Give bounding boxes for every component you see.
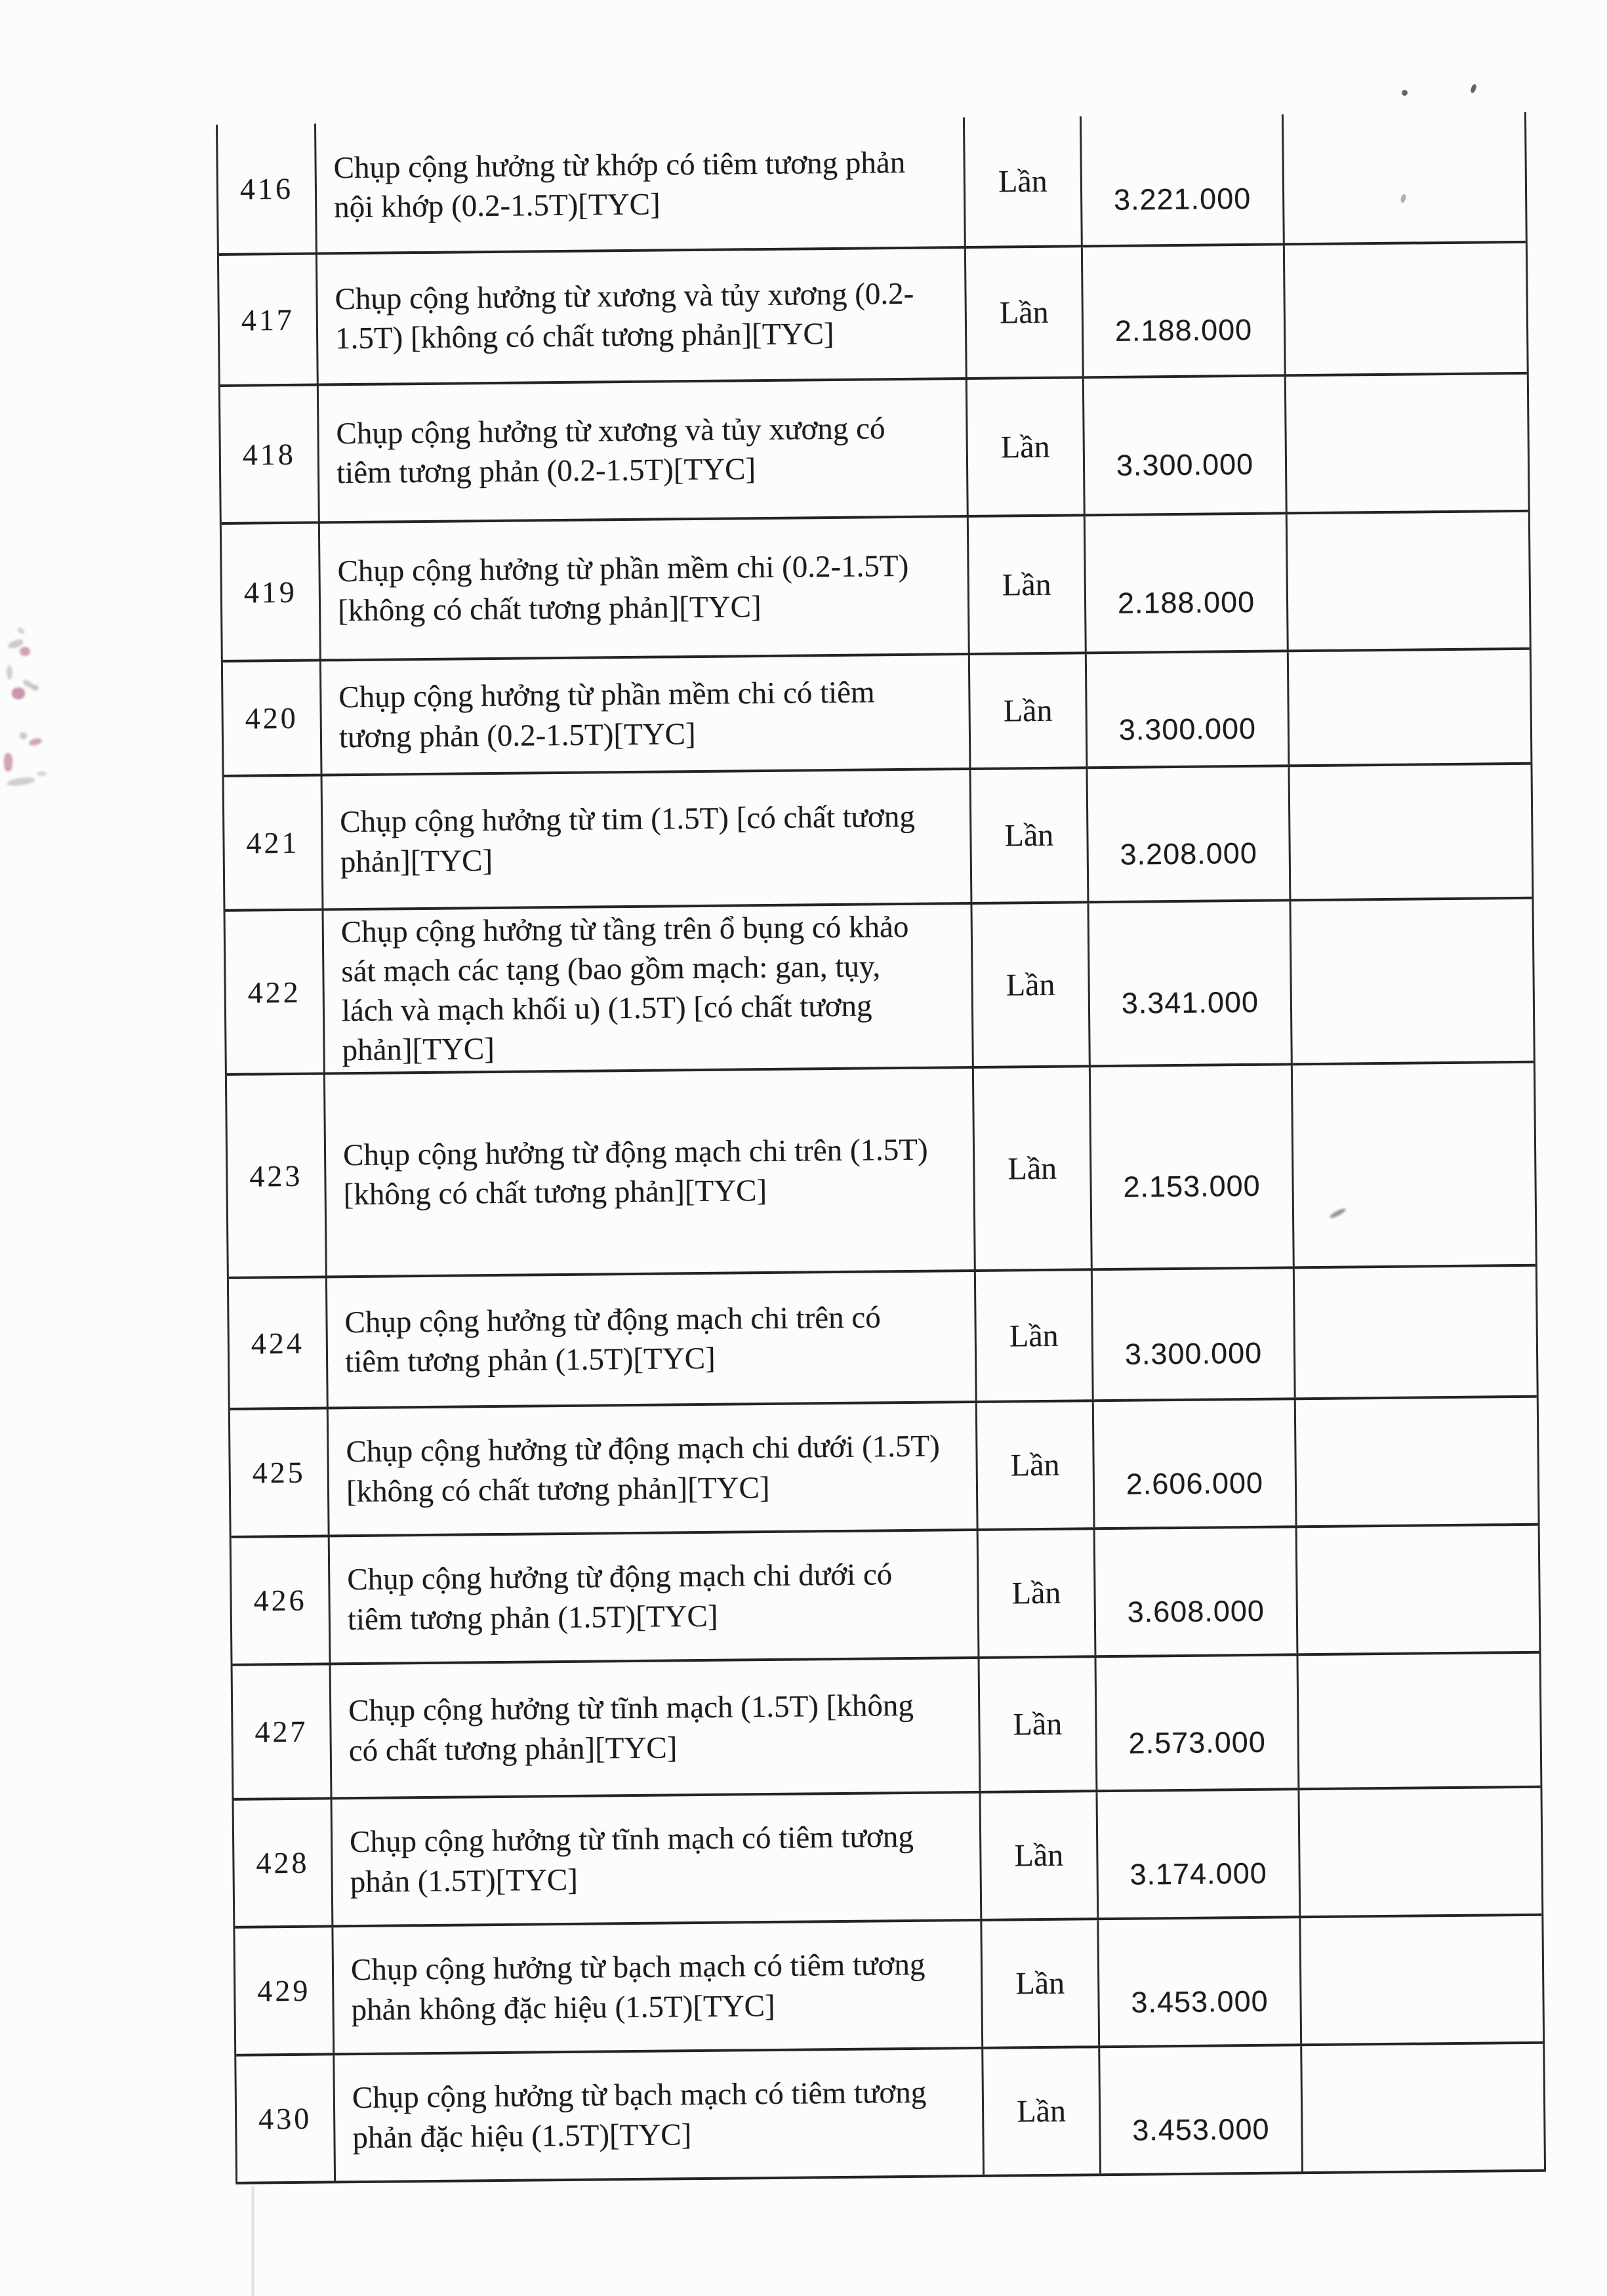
empty-note-cell (1289, 650, 1527, 764)
row-number-cell (223, 661, 323, 774)
service-description-cell (316, 117, 966, 252)
row-number-cell (230, 1409, 330, 1535)
row-number-cell (235, 1927, 335, 2053)
unit-cell (970, 654, 1088, 768)
price-value: 3.300.000 (1124, 1336, 1263, 1371)
table-row (223, 650, 1531, 777)
price-cell (1100, 2046, 1303, 2173)
price-cell (1096, 1656, 1299, 1790)
unit-label: Lần (1004, 817, 1054, 853)
ink-bleedthrough-mark (7, 665, 12, 680)
service-description-cell (329, 1403, 979, 1534)
price-value: 3.300.000 (1118, 711, 1257, 747)
empty-note-cell (1302, 2044, 1540, 2171)
row-number: 428 (256, 1845, 310, 1880)
service-description-cell (317, 249, 967, 383)
service-description-cell (330, 1531, 980, 1662)
row-number-cell (226, 911, 325, 1073)
empty-note-cell (1286, 375, 1524, 512)
service-description: Chụp cộng hưởng từ bạch mạch có tiêm tương phản không đặc hiệu (1.5T)[TYC] (350, 1948, 926, 2027)
unit-label: Lần (1014, 1837, 1064, 1874)
empty-note-cell (1290, 765, 1528, 899)
unit-cell (979, 1530, 1097, 1656)
unit-label: Lần (1013, 1706, 1063, 1742)
service-description: Chụp cộng hưởng từ bạch mạch có tiêm tương phản đặc hiệu (1.5T)[TYC] (352, 2076, 927, 2155)
unit-label: Lần (1003, 693, 1053, 729)
service-description: Chụp cộng hưởng từ tim (1.5T) [có chất tương phản][TYC] (339, 800, 916, 879)
unit-cell (965, 116, 1083, 246)
price-cell (1087, 652, 1290, 766)
table-row (224, 765, 1532, 912)
scan-speck (1402, 90, 1408, 96)
row-number-cell (236, 2055, 336, 2181)
ink-bleedthrough-mark (12, 687, 25, 699)
service-description-cell (319, 380, 969, 521)
price-value: 3.453.000 (1131, 1984, 1269, 2019)
service-description: Chụp cộng hưởng từ khớp có tiêm tương phản nội khớp (0.2-1.5T)[TYC] (333, 145, 906, 225)
page-fold-line (252, 2186, 254, 2296)
service-description: Chụp cộng hưởng từ phần mềm chi (0.2-1.5T) [không có chất tương phản][TYC] (337, 548, 909, 628)
unit-label: Lần (1015, 1965, 1065, 2001)
unit-label: Lần (1002, 567, 1051, 603)
unit-cell (971, 769, 1089, 902)
row-number: 427 (254, 1714, 308, 1749)
service-description: Chụp cộng hưởng từ động mạch chi dưới có tiêm tương phản (1.5T)[TYC] (347, 1557, 893, 1637)
unit-label: Lần (1011, 1575, 1061, 1611)
empty-note-cell (1285, 243, 1523, 374)
service-description-cell (327, 1272, 977, 1406)
service-description: Chụp cộng hưởng từ động mạch chi trên có tiêm tương phản (1.5T)[TYC] (344, 1300, 881, 1380)
service-description-cell (321, 655, 971, 773)
unit-label: Lần (998, 163, 1048, 199)
empty-note-cell (1296, 1398, 1534, 1525)
service-description-cell (333, 1921, 983, 2053)
ink-bleedthrough-mark (37, 771, 47, 776)
scan-speck (1470, 83, 1477, 94)
price-cell (1097, 1790, 1301, 1917)
price-cell (1095, 1528, 1299, 1655)
unit-cell (967, 379, 1086, 515)
price-value: 3.341.000 (1121, 985, 1259, 1020)
price-cell (1082, 114, 1285, 245)
unit-cell (977, 1402, 1095, 1528)
table-row (222, 512, 1530, 663)
row-number-cell (224, 776, 324, 909)
service-description: Chụp cộng hưởng từ xương và tủy xương (0.2-1.5T) [không có chất tương phản][TYC] (335, 276, 914, 356)
price-value: 2.188.000 (1117, 584, 1255, 620)
ink-bleedthrough-mark (28, 737, 43, 747)
price-cell (1099, 1918, 1302, 2045)
row-number: 417 (241, 302, 295, 337)
table-row (229, 1267, 1537, 1410)
table-row (227, 1063, 1536, 1279)
row-number: 430 (258, 2101, 312, 2136)
table-row (218, 112, 1526, 256)
price-value: 2.153.000 (1123, 1168, 1261, 1204)
service-description: Chụp cộng hưởng từ xương và tủy xương có tiêm tương phản (0.2-1.5T)[TYC] (336, 411, 885, 491)
service-description-cell (335, 2049, 985, 2181)
row-number: 425 (252, 1455, 306, 1490)
ink-bleedthrough-mark (6, 776, 35, 787)
price-value: 3.453.000 (1132, 2112, 1270, 2147)
unit-cell (980, 1658, 1098, 1791)
row-number-cell (218, 124, 317, 253)
table-row (235, 1916, 1543, 2057)
service-description: Chụp cộng hưởng từ tĩnh mạch có tiêm tương phản (1.5T)[TYC] (349, 1820, 914, 1899)
price-cell (1084, 377, 1288, 514)
ink-bleedthrough-mark (20, 732, 27, 739)
row-number: 426 (253, 1583, 307, 1618)
price-cell (1094, 1400, 1297, 1527)
unit-label: Lần (1007, 1151, 1057, 1186)
row-number: 418 (242, 437, 296, 472)
unit-cell (972, 903, 1090, 1066)
row-number: 423 (249, 1158, 303, 1193)
row-number-cell (222, 524, 321, 660)
price-value: 3.221.000 (1113, 181, 1251, 216)
table-row (232, 1526, 1539, 1666)
unit-cell (969, 516, 1087, 653)
row-number: 422 (247, 975, 301, 1010)
row-number-cell (227, 1075, 327, 1276)
price-value: 3.208.000 (1120, 836, 1258, 871)
ink-bleedthrough-mark (4, 753, 12, 771)
price-cell (1083, 245, 1286, 376)
table-row (233, 1654, 1541, 1801)
unit-label: Lần (1017, 2093, 1067, 2129)
price-value: 3.608.000 (1127, 1593, 1265, 1629)
row-number-cell (232, 1537, 331, 1663)
unit-cell (983, 2048, 1101, 2175)
price-value: 2.188.000 (1114, 312, 1253, 348)
unit-label: Lần (1000, 429, 1050, 465)
row-number-cell (234, 1799, 334, 1925)
table-row (236, 2044, 1544, 2184)
unit-label: Lần (1010, 1447, 1060, 1483)
price-value: 2.573.000 (1128, 1725, 1267, 1760)
service-description: Chụp cộng hưởng từ động mạch chi dưới (1.5T) [không có chất tương phản][TYC] (346, 1429, 941, 1509)
unit-label: Lần (999, 295, 1049, 331)
empty-note-cell (1291, 899, 1529, 1063)
ink-bleedthrough-mark (22, 678, 35, 689)
price-value: 3.174.000 (1129, 1856, 1267, 1891)
unit-cell (974, 1067, 1093, 1269)
row-number: 420 (245, 701, 298, 735)
price-cell (1086, 514, 1289, 651)
ink-bleedthrough-mark (31, 685, 39, 691)
row-number: 429 (257, 1973, 311, 2008)
empty-note-cell (1301, 1916, 1539, 2043)
table-row (226, 899, 1534, 1076)
empty-note-cell (1297, 1526, 1536, 1653)
price-value: 3.300.000 (1116, 447, 1254, 482)
row-number: 421 (246, 825, 300, 860)
empty-note-cell (1295, 1267, 1533, 1397)
table-row (234, 1788, 1542, 1929)
ink-bleedthrough-mark (16, 626, 26, 635)
table-row (219, 243, 1527, 387)
row-number: 416 (239, 171, 294, 206)
service-description-cell (324, 905, 974, 1072)
table-row (230, 1398, 1538, 1538)
service-description-cell (323, 770, 973, 908)
unit-label: Lần (1009, 1318, 1059, 1353)
service-description: Chụp cộng hưởng từ tầng trên ổ bụng có khảo sát mạch các tạng (bao gồm mạch: gan, tụy, lách và mạch khối u) (1.5T) [có chất tương phản][TYC] (340, 909, 909, 1068)
price-cell (1089, 901, 1292, 1065)
unit-cell (976, 1271, 1094, 1401)
row-number-cell (219, 255, 319, 384)
unit-label: Lần (1006, 967, 1055, 1002)
row-number: 424 (251, 1326, 305, 1361)
empty-note-cell (1288, 512, 1526, 649)
row-number-cell (220, 386, 320, 522)
service-description-cell (325, 1069, 976, 1275)
service-description-cell (331, 1659, 981, 1797)
table-row (220, 375, 1528, 525)
row-number-cell (229, 1278, 329, 1407)
service-description-cell (333, 1794, 983, 1925)
price-cell (1088, 767, 1291, 901)
service-description: Chụp cộng hưởng từ động mạch chi trên (1.5T) [không có chất tương phản][TYC] (342, 1132, 928, 1212)
empty-note-cell (1284, 112, 1522, 243)
price-table (216, 112, 1546, 2184)
price-cell (1091, 1065, 1295, 1268)
row-number: 419 (243, 575, 298, 609)
service-description: Chụp cộng hưởng từ phần mềm chi có tiêm tương phản (0.2-1.5T)[TYC] (338, 675, 875, 754)
service-description: Chụp cộng hưởng từ tĩnh mạch (1.5T) [không có chất tương phản][TYC] (348, 1689, 914, 1768)
unit-cell (966, 247, 1084, 377)
empty-note-cell (1298, 1654, 1536, 1788)
row-number-cell (233, 1665, 333, 1797)
price-value: 2.606.000 (1126, 1466, 1264, 1501)
empty-note-cell (1293, 1063, 1532, 1266)
unit-cell (981, 1792, 1099, 1919)
unit-cell (982, 1920, 1100, 2047)
price-cell (1093, 1269, 1296, 1399)
empty-note-cell (1299, 1788, 1537, 1916)
ink-bleedthrough-mark (20, 647, 30, 656)
service-description-cell (320, 518, 970, 659)
ink-bleedthrough-mark (7, 638, 24, 650)
